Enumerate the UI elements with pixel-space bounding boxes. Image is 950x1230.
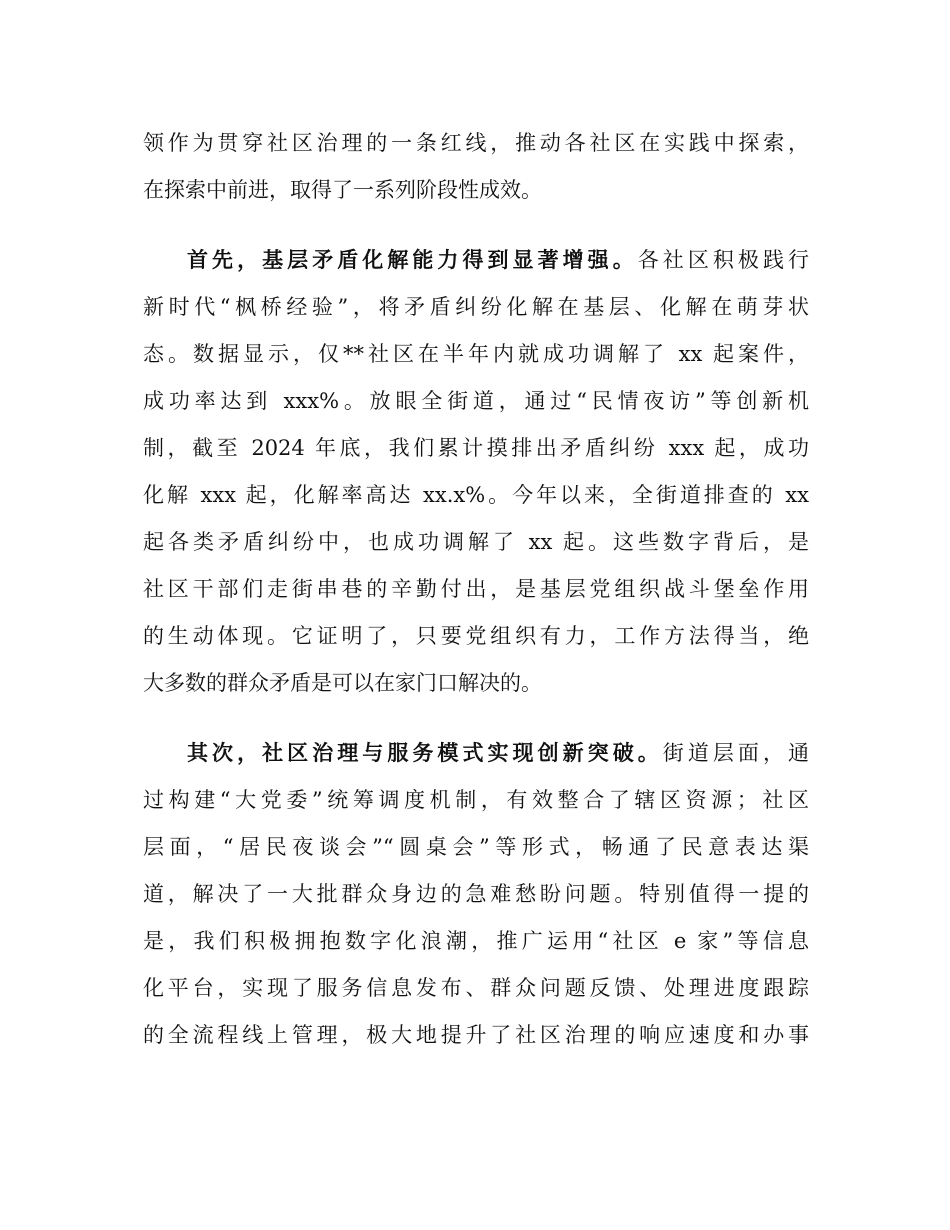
text-line — [143, 237, 809, 284]
text-line: 层面，“居民夜谈会”“圆桌会”等形式，畅通了民意表达渠 — [143, 835, 809, 859]
text-line: 道，解决了一大批群众身边的急难愁盼问题。特别值得一提的 — [143, 882, 809, 906]
paragraph-conflict-resolution — [143, 237, 809, 707]
paragraph-heading: 首先，基层矛盾化解能力得到显著增强。 — [187, 248, 638, 272]
text-line: 大多数的群众矛盾是可以在家门口解决的。 — [143, 671, 542, 695]
text-line: 领作为贯穿社区治理的一条红线，推动各社区在实践中探索， — [143, 131, 809, 155]
text-line: 态。数据显示，仅**社区在半年内就成功调解了 xx 起案件， — [143, 342, 809, 366]
paragraph-intro-continuation — [143, 120, 809, 214]
document-page — [143, 120, 809, 1059]
text-line: 过构建“大党委”统筹调度机制，有效整合了辖区资源；社区 — [143, 788, 809, 812]
text-line: 是，我们积极拥抱数字化浪潮，推广运用“社区 e 家”等信息 — [143, 929, 809, 953]
text-line: 化解 xxx 起，化解率高达 xx.x%。今年以来，全街道排查的 xx — [143, 483, 809, 507]
paragraph-governance-innovation — [143, 730, 809, 1059]
paragraph-heading: 其次，社区治理与服务模式实现创新突破。 — [187, 741, 663, 765]
text-line: 的全流程线上管理，极大地提升了社区治理的响应速度和办事 — [143, 1023, 809, 1047]
text-line: 在探索中前进，取得了一系列阶段性成效。 — [143, 178, 542, 202]
text-run: 各社区积极践行 — [637, 248, 809, 272]
text-line — [143, 730, 809, 777]
text-line: 的生动体现。它证明了，只要党组织有力，工作方法得当，绝 — [143, 624, 809, 648]
text-line: 新时代“枫桥经验”，将矛盾纠纷化解在基层、化解在萌芽状 — [143, 295, 809, 319]
text-line: 化平台，实现了服务信息发布、群众问题反馈、处理进度跟踪 — [143, 976, 809, 1000]
text-run: 街道层面，通 — [662, 741, 810, 765]
text-line: 社区干部们走街串巷的辛勤付出，是基层党组织战斗堡垒作用 — [143, 577, 809, 601]
text-line: 起各类矛盾纠纷中，也成功调解了 xx 起。这些数字背后，是 — [143, 530, 809, 554]
text-line: 制，截至 2024 年底，我们累计摸排出矛盾纠纷 xxx 起，成功 — [143, 436, 809, 460]
text-line: 成功率达到 xxx%。放眼全街道，通过“民情夜访”等创新机 — [143, 389, 809, 413]
